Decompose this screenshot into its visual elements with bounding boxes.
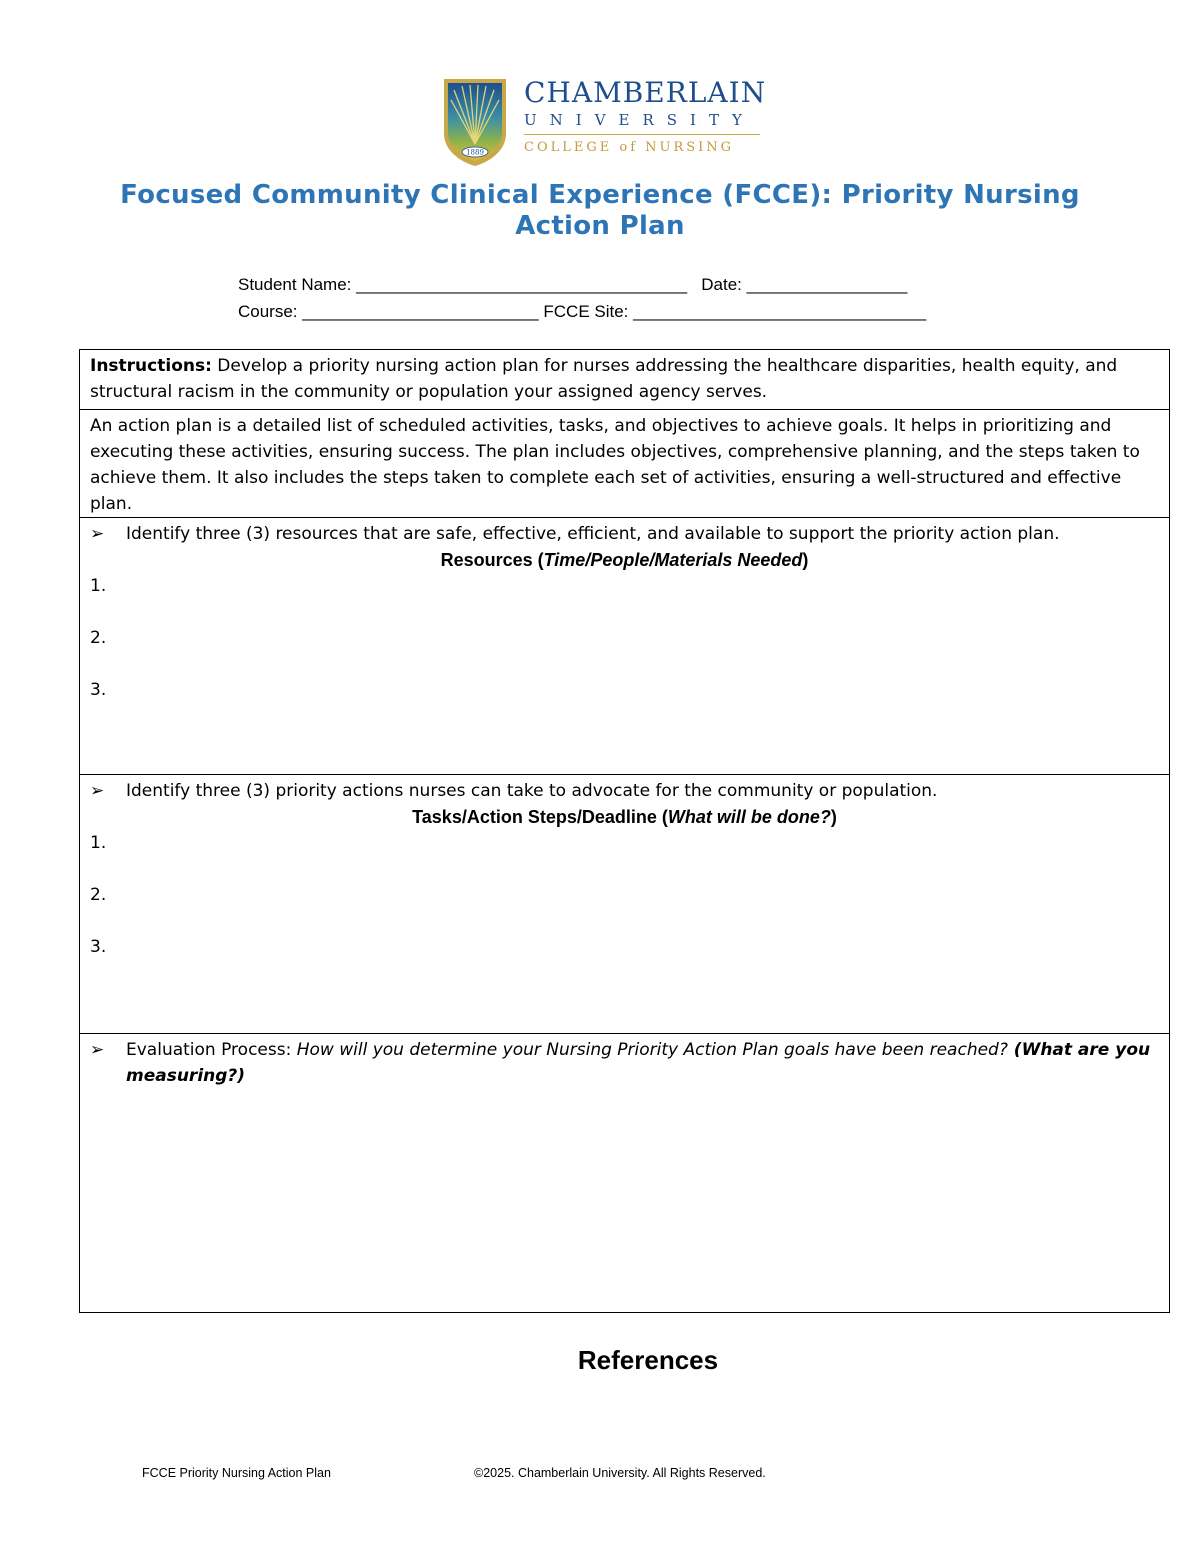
- chamberlain-logo: [440, 76, 770, 168]
- action-item-2[interactable]: 2.: [90, 885, 107, 905]
- evaluation-label: Evaluation Process:: [126, 1040, 297, 1060]
- definition-text: An action plan is a detailed list of scheduled activities, tasks, and objectives to achieve goals. It helps in prioritizing and executing these activities, ensuring success. The plan includes objectives, comprehensive planning, and the steps taken to achieve them. It also includes the steps taken to complete each set of activities, ensuring a well-structured and effective plan.: [90, 416, 1140, 514]
- instructions-text: Develop a priority nursing action plan for nurses addressing the healthcare disparities, health equity, and structural racism in the community or population your assigned agency serves.: [90, 356, 1118, 402]
- resources-cell[interactable]: [80, 517, 1169, 774]
- course-info-line: [238, 302, 926, 322]
- logo-line-chamberlain: CHAMBERLAIN: [524, 76, 767, 109]
- resources-heading: Resources (Time/People/Materials Needed): [440, 550, 809, 570]
- arrow-bullet-icon: ➢: [90, 781, 105, 801]
- resource-item-3[interactable]: 3.: [90, 680, 107, 700]
- document-title: Focused Community Clinical Experience (FCCE): Priority Nursing Action Plan: [120, 180, 1080, 241]
- course-label: Course:: [238, 302, 298, 321]
- action-plan-table: [79, 349, 1170, 1313]
- university-shield-icon: [440, 76, 510, 168]
- instructions-label: Instructions:: [90, 356, 212, 376]
- references-heading: References: [577, 1345, 719, 1375]
- resource-item-2[interactable]: 2.: [90, 628, 107, 648]
- evaluation-question: How will you determine your Nursing Priority Action Plan goals have been reached?: [296, 1040, 1008, 1060]
- actions-prompt: Identify three (3) priority actions nurses can take to advocate for the community or population.: [126, 781, 938, 801]
- logo-line-college: COLLEGE of NURSING: [524, 140, 735, 155]
- site-label: FCCE Site:: [543, 302, 629, 321]
- actions-cell[interactable]: [80, 774, 1169, 1033]
- student-name-label: Student Name:: [238, 275, 352, 294]
- evaluation-emphasis: (What are you measuring?): [126, 1040, 1151, 1086]
- instructions-cell: [80, 350, 1169, 409]
- resources-prompt: Identify three (3) resources that are safe, effective, efficient, and available to support the priority action plan.: [126, 524, 1060, 544]
- course-field[interactable]: _________________________: [302, 302, 539, 321]
- footer-copyright: ©2025. Chamberlain University. All Rights Reserved.: [474, 1466, 766, 1480]
- student-info-line: [238, 275, 907, 295]
- definition-cell: [80, 409, 1169, 517]
- footer-document-name: FCCE Priority Nursing Action Plan: [142, 1466, 331, 1480]
- logo-divider: [524, 134, 760, 135]
- arrow-bullet-icon: ➢: [90, 1040, 105, 1060]
- logo-line-university: UNIVERSITY: [524, 111, 755, 129]
- actions-prompt-row: [90, 778, 1159, 804]
- date-label: Date:: [701, 275, 742, 294]
- site-field[interactable]: _______________________________: [633, 302, 927, 321]
- arrow-bullet-icon: ➢: [90, 524, 105, 544]
- evaluation-cell[interactable]: [80, 1033, 1169, 1312]
- resources-prompt-row: [90, 521, 1159, 547]
- action-item-3[interactable]: 3.: [90, 937, 107, 957]
- logo-wordmark: [524, 78, 770, 157]
- evaluation-prompt-row: [90, 1037, 1159, 1089]
- seal-year: 1889: [466, 148, 484, 157]
- resource-item-1[interactable]: 1.: [90, 576, 107, 596]
- student-name-field[interactable]: ___________________________________: [356, 275, 688, 294]
- action-item-1[interactable]: 1.: [90, 833, 107, 853]
- actions-heading: Tasks/Action Steps/Deadline (What will be done?): [412, 807, 837, 827]
- date-field[interactable]: _________________: [746, 275, 908, 294]
